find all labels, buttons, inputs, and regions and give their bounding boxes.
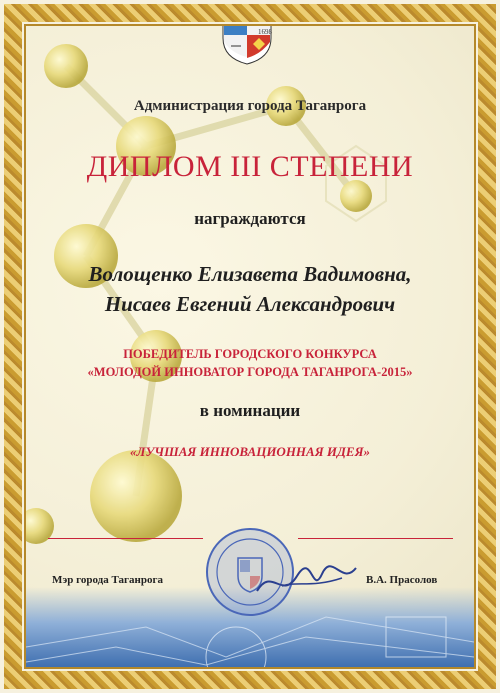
organization-name: Администрация города Таганрога (133, 98, 367, 114)
divider-right (298, 538, 453, 539)
diploma-canvas (26, 26, 474, 667)
handwritten-signature-icon (252, 556, 362, 606)
diploma-title: ДИПЛОМ III СТЕПЕНИ (86, 150, 414, 183)
nomination-name: «ЛУЧШАЯ ИННОВАЦИОННАЯ ИДЕЯ» (129, 444, 371, 459)
signer-position: Мэр города Таганрога (52, 574, 163, 586)
awarded-label: награждаются (194, 209, 306, 228)
signer-name: В.А. Прасолов (366, 574, 438, 586)
divider-left (48, 538, 203, 539)
nomination-label: в номинации (199, 401, 301, 420)
emblem-year: 1698 (258, 28, 272, 36)
contest-line: «МОЛОДОЙ ИННОВАТОР ГОРОДА ТАГАНРОГА-2015» (87, 365, 413, 379)
contest-line: ПОБЕДИТЕЛЬ ГОРОДСКОГО КОНКУРСА (123, 347, 377, 361)
recipient-name: Нисаев Евгений Александрович (104, 292, 396, 316)
recipient-name: Волощенко Елизавета Вадимовна, (88, 262, 412, 286)
